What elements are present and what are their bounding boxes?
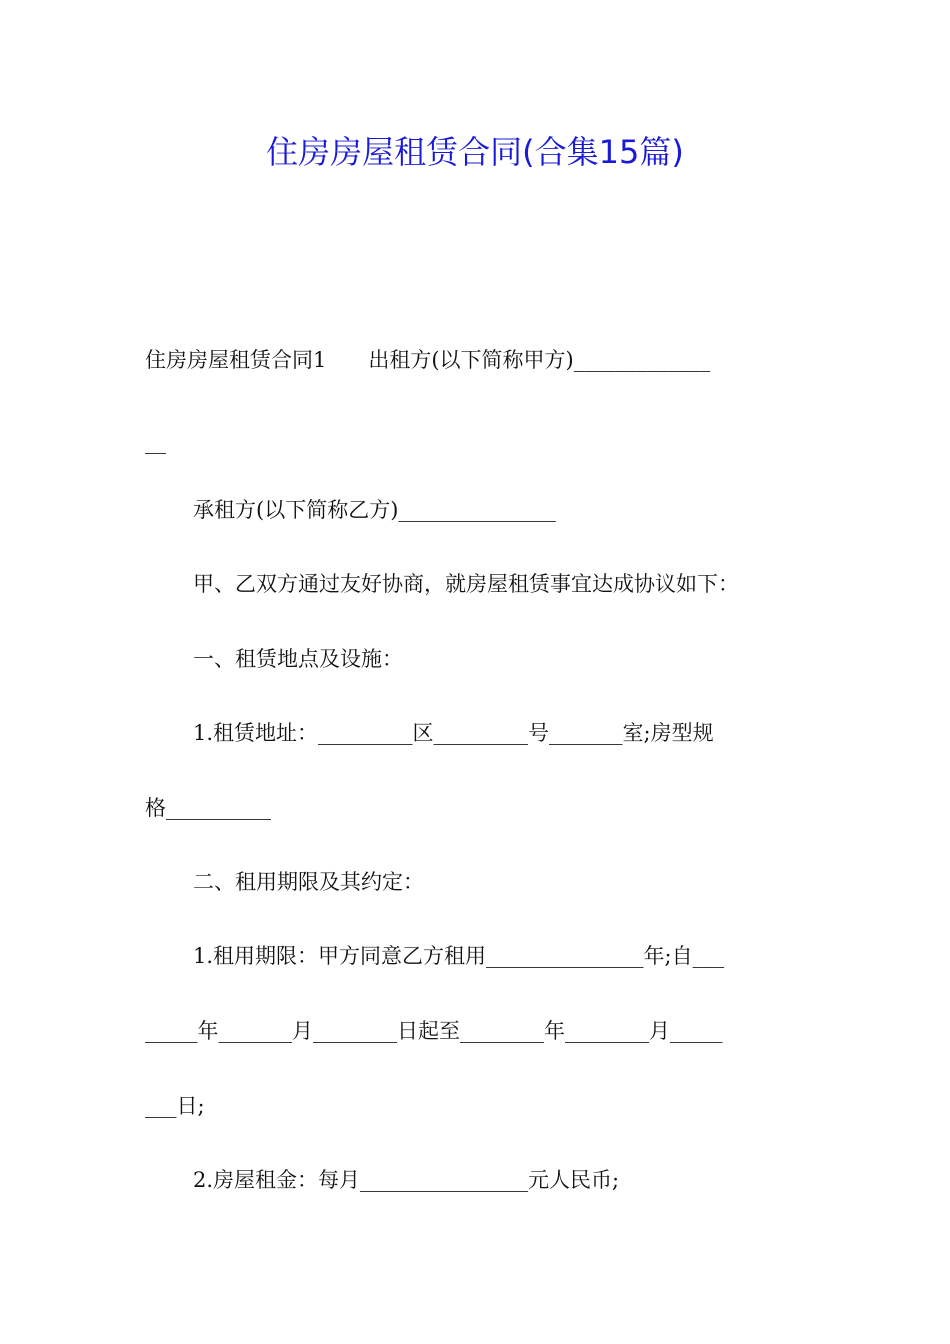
paragraph-line-address: 1.租赁地址：_________区_________号_______室;房型规	[193, 721, 714, 745]
paragraph-line-heading-lessor: 住房房屋租赁合同1 出租方(以下简称甲方)_____________	[145, 348, 711, 372]
paragraph-line-rent: 2.房屋租金：每月________________元人民币;	[193, 1168, 620, 1192]
section-heading-term: 二、租用期限及其约定：	[193, 870, 424, 894]
paragraph-line-continuation: __	[145, 430, 166, 454]
paragraph-line-agreement: 甲、乙双方通过友好协商，就房屋租赁事宜达成协议如下：	[193, 572, 739, 596]
paragraph-line-dates: _____年_______月________日起至________年________月_____	[145, 1019, 723, 1043]
document-title: 住房房屋租赁合同(合集15篇)	[266, 133, 684, 171]
paragraph-line-day: ___日;	[145, 1094, 205, 1118]
paragraph-line-term: 1.租用期限：甲方同意乙方租用_______________年;自___	[193, 944, 725, 968]
paragraph-line-lessee: 承租方(以下简称乙方)_______________	[193, 498, 556, 522]
paragraph-line-room-type: 格__________	[145, 796, 271, 820]
section-heading-location: 一、租赁地点及设施：	[193, 647, 403, 671]
